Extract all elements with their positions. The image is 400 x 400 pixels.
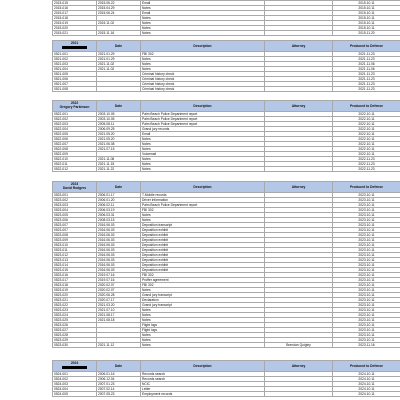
produced-cell: 2023.10.11 <box>333 243 400 248</box>
date-cell: 2016.06.03 <box>97 228 141 233</box>
date-cell: 2021.11.02 <box>97 67 141 72</box>
produced-cell: 2023.10.11 <box>333 293 400 298</box>
date-cell: 2021.07.10 <box>97 308 141 313</box>
produced-cell: 2024.10.11 <box>333 382 400 387</box>
description-cell: Notes <box>141 308 265 313</box>
section-label <box>53 101 97 112</box>
bates-number-cell: 0521-007 <box>53 82 97 87</box>
column-header: Date <box>97 361 141 372</box>
bates-number-cell: 0523-019 <box>53 288 97 293</box>
produced-cell: 2023.10.11 <box>333 323 400 328</box>
description-cell: Email <box>141 11 265 16</box>
description-cell: Notes <box>141 167 265 172</box>
bates-number-cell: 0523-015 <box>53 268 97 273</box>
description-cell: Flight logs <box>141 323 265 328</box>
produced-cell: 2021.11.23 <box>333 77 400 82</box>
bates-number-cell: 0522-008 <box>53 147 97 152</box>
bates-number-cell: 0522-005 <box>53 132 97 137</box>
description-cell: Palm Beach Police Department report <box>141 117 265 122</box>
description-cell: Notes <box>141 338 265 343</box>
section-table <box>52 100 400 172</box>
date-cell: 2003.10.05 <box>97 112 141 117</box>
column-header: Attorney <box>265 361 333 372</box>
produced-cell: 2023.10.11 <box>333 233 400 238</box>
produced-cell: 2015.10.11 <box>333 1 400 6</box>
description-cell: Notes <box>141 333 265 338</box>
bates-number-cell: 0523-004 <box>53 208 97 213</box>
redacted-name <box>62 46 87 50</box>
date-cell: 2020.07.17 <box>97 298 141 303</box>
bates-number-cell: 2015-016 <box>53 6 97 11</box>
produced-cell: 2021.11.23 <box>333 87 400 92</box>
description-cell: Records search <box>141 377 265 382</box>
date-cell: 2016.06.03 <box>97 233 141 238</box>
description-cell: Deposition exhibit <box>141 238 265 243</box>
section-table <box>52 181 400 348</box>
section-label <box>53 41 97 52</box>
date-cell: 2007.02.14 <box>97 387 141 392</box>
bates-number-cell: 0523-006 <box>53 218 97 223</box>
bates-number-cell: 2015-020 <box>53 26 97 31</box>
date-cell: 2007.01.23 <box>97 382 141 387</box>
date-cell: 2006.02.11 <box>97 203 141 208</box>
description-cell: Grand jury transcript <box>141 293 265 298</box>
produced-cell: 2022.11.23 <box>333 167 400 172</box>
date-cell: 2019.07.16 <box>97 278 141 283</box>
column-header: Date <box>97 41 141 52</box>
produced-cell: 2023.10.11 <box>333 228 400 233</box>
description-cell: Notes <box>141 57 265 62</box>
produced-cell: 2022.10.11 <box>333 152 400 157</box>
description-cell: Notes <box>141 318 265 323</box>
date-cell: 2003.10.05 <box>97 117 141 122</box>
column-header: Description <box>141 182 265 193</box>
date-cell: 2020.06.28 <box>97 293 141 298</box>
bates-number-cell: 0522-001 <box>53 112 97 117</box>
section-header-row <box>53 361 400 372</box>
produced-cell: 2024.10.11 <box>333 392 400 397</box>
description-cell: Palm Beach Police Department report <box>141 203 265 208</box>
date-cell: 2021.03.20 <box>97 303 141 308</box>
description-cell: Notes <box>141 137 265 142</box>
table-row <box>53 392 400 397</box>
produced-cell: 2023.10.11 <box>333 318 400 323</box>
bates-number-cell: 2015-018 <box>53 16 97 21</box>
bates-number-cell: 0523-016 <box>53 273 97 278</box>
date-cell: 2021.11.22 <box>97 167 141 172</box>
date-cell: 2015.06.22 <box>97 1 141 6</box>
bates-number-cell: 0521-006 <box>53 77 97 82</box>
bates-number-cell: 0521-004 <box>53 67 97 72</box>
column-header: Produced to Defense <box>333 182 400 193</box>
produced-cell: 2023.10.11 <box>333 283 400 288</box>
produced-cell: 2023.10.11 <box>333 258 400 263</box>
produced-cell: 2022.10.11 <box>333 117 400 122</box>
column-header: Date <box>97 101 141 112</box>
bates-number-cell: 0523-026 <box>53 323 97 328</box>
description-cell: FBI 302 <box>141 52 265 57</box>
bates-number-cell: 0523-009 <box>53 238 97 243</box>
date-cell: 2019.07.16 <box>97 273 141 278</box>
date-cell: 2021.05.20 <box>97 132 141 137</box>
section-year: 2021 <box>70 40 79 45</box>
bates-number-cell: 0523-027 <box>53 328 97 333</box>
produced-cell: 2023.10.11 <box>333 273 400 278</box>
description-cell: Deposition exhibit <box>141 228 265 233</box>
attorney-cell <box>265 167 333 172</box>
description-cell: Deposition exhibit <box>141 263 265 268</box>
produced-cell: 2015.10.11 <box>333 11 400 16</box>
bates-number-cell: 0521-005 <box>53 72 97 77</box>
date-cell: 2015.11.16 <box>97 31 141 36</box>
attorney-cell <box>265 87 333 92</box>
date-cell: 2021.01.29 <box>97 57 141 62</box>
attorney-cell <box>265 392 333 397</box>
produced-cell: 2023.10.11 <box>333 338 400 343</box>
produced-cell: 2021.11.23 <box>333 57 400 62</box>
produced-cell: 2023.10.11 <box>333 298 400 303</box>
column-header: Date <box>97 182 141 193</box>
date-cell: 2021.01.29 <box>97 52 141 57</box>
description-cell: Notes <box>141 218 265 223</box>
bates-number-cell: 0523-021 <box>53 298 97 303</box>
description-cell: Voicemail <box>141 152 265 157</box>
bates-number-cell: 0522-011 <box>53 162 97 167</box>
description-cell: FBI 302 <box>141 273 265 278</box>
description-cell: Notes <box>141 31 265 36</box>
description-cell: Deposition exhibit <box>141 253 265 258</box>
bates-number-cell: 0524-003 <box>53 382 97 387</box>
date-cell: 2016.06.03 <box>97 238 141 243</box>
produced-cell: 2024.10.11 <box>333 387 400 392</box>
date-cell: 2016.06.03 <box>97 223 141 228</box>
description-cell: Email <box>141 1 265 6</box>
description-cell: Palm Beach Police Department report <box>141 112 265 117</box>
bates-number-cell: 0524-005 <box>53 392 97 397</box>
date-cell: 2006.01.17 <box>97 193 141 198</box>
column-header: Produced to Defense <box>333 101 400 112</box>
section-table <box>52 360 400 397</box>
description-cell: Declaration <box>141 298 265 303</box>
bates-number-cell: 0523-022 <box>53 303 97 308</box>
date-cell: 2005.08.11 <box>97 122 141 127</box>
date-cell: 2015.06.24 <box>97 11 141 16</box>
bates-number-cell: 0524-001 <box>53 372 97 377</box>
produced-cell: 2023.10.11 <box>333 313 400 318</box>
date-cell: 2016.06.03 <box>97 248 141 253</box>
date-cell: 2006.01.20 <box>97 198 141 203</box>
column-header: Description <box>141 101 265 112</box>
produced-cell: 2022.10.11 <box>333 147 400 152</box>
bates-number-cell: 0523-023 <box>53 308 97 313</box>
date-cell: 2016.06.03 <box>97 243 141 248</box>
bates-number-cell: 0522-012 <box>53 167 97 172</box>
bates-number-cell: 0524-002 <box>53 377 97 382</box>
date-cell: 2021.08.17 <box>97 313 141 318</box>
bates-number-cell: 0523-011 <box>53 248 97 253</box>
bates-number-cell: 0523-030 <box>53 343 97 348</box>
bates-number-cell: 0523-017 <box>53 278 97 283</box>
bates-number-cell: 0523-024 <box>53 313 97 318</box>
date-cell <box>97 87 141 92</box>
description-cell: Notes <box>141 6 265 11</box>
bates-number-cell: 0523-007 <box>53 228 97 233</box>
bates-number-cell: 0523-005 <box>53 213 97 218</box>
description-cell: Notes <box>141 157 265 162</box>
description-cell: Proffer agreement <box>141 278 265 283</box>
produced-cell: 2022.10.11 <box>333 132 400 137</box>
description-cell: Deposition exhibit <box>141 248 265 253</box>
bates-number-cell: 0524-004 <box>53 387 97 392</box>
bates-number-cell: 0523-003 <box>53 203 97 208</box>
date-cell: 2016.06.03 <box>97 253 141 258</box>
produced-cell: 2022.10.11 <box>333 112 400 117</box>
bates-number-cell: 0523-028 <box>53 333 97 338</box>
date-cell: 2007.05.23 <box>97 392 141 397</box>
date-cell: 2021.11.08 <box>97 157 141 162</box>
bates-number-cell: 2015-021 <box>53 31 97 36</box>
column-header: Attorney <box>265 41 333 52</box>
attorney-cell <box>265 31 333 36</box>
description-cell: Notes <box>141 313 265 318</box>
description-cell: Notes <box>141 213 265 218</box>
description-cell: Notes <box>141 16 265 21</box>
description-cell: Notes <box>141 147 265 152</box>
produced-cell: 2022.11.23 <box>333 162 400 167</box>
produced-cell: 2023.11.16 <box>333 343 400 348</box>
description-cell: NCIC <box>141 382 265 387</box>
bates-number-cell: 0521-008 <box>53 87 97 92</box>
column-header: Description <box>141 41 265 52</box>
bates-number-cell: 0522-007 <box>53 142 97 147</box>
produced-cell: 2023.10.11 <box>333 253 400 258</box>
section-year: 2022 <box>70 101 79 106</box>
date-cell: 2008.03.15 <box>97 218 141 223</box>
date-cell: 2021.11.15 <box>97 162 141 167</box>
date-cell: 2016.06.03 <box>97 263 141 268</box>
description-cell: Palm Beach Police Department report <box>141 122 265 127</box>
description-cell: Email <box>141 132 265 137</box>
produced-cell: 2023.10.11 <box>333 308 400 313</box>
bates-number-cell: 0522-010 <box>53 157 97 162</box>
date-cell: 2006.09.25 <box>97 127 141 132</box>
produced-cell: 2015.10.11 <box>333 26 400 31</box>
bates-number-cell: 0523-002 <box>53 198 97 203</box>
column-header: Produced to Defense <box>333 361 400 372</box>
produced-cell: 2022.10.11 <box>333 122 400 127</box>
produced-cell: 2023.10.11 <box>333 268 400 273</box>
description-cell: Records search <box>141 372 265 377</box>
description-cell: Deposition exhibit <box>141 233 265 238</box>
description-cell: Notes <box>141 162 265 167</box>
bates-number-cell: 0522-002 <box>53 117 97 122</box>
bates-number-cell: 0521-002 <box>53 57 97 62</box>
bates-number-cell: 0523-018 <box>53 283 97 288</box>
date-cell: 2006.01.16 <box>97 372 141 377</box>
bates-number-cell: 2015-015 <box>53 1 97 6</box>
description-cell: Criminal history check <box>141 87 265 92</box>
description-cell: Criminal history check <box>141 72 265 77</box>
produced-cell: 2024.10.11 <box>333 377 400 382</box>
produced-cell: 2023.10.11 <box>333 193 400 198</box>
produced-cell: 2023.10.11 <box>333 333 400 338</box>
produced-cell: 2023.10.11 <box>333 208 400 213</box>
attorney-cell: Brendan Quigley <box>265 343 333 348</box>
description-cell: Grand jury transcript <box>141 303 265 308</box>
description-cell: Notes <box>141 343 265 348</box>
produced-cell: 2022.10.11 <box>333 142 400 147</box>
section-header-row <box>53 41 400 52</box>
description-cell: FBI 302 <box>141 208 265 213</box>
bates-number-cell: 0522-009 <box>53 152 97 157</box>
section-label <box>53 361 97 372</box>
bates-number-cell: 2015-017 <box>53 11 97 16</box>
produced-cell: 2024.10.11 <box>333 372 400 377</box>
produced-cell: 2023.10.11 <box>333 278 400 283</box>
produced-cell: 2023.10.11 <box>333 263 400 268</box>
description-cell: Employment records <box>141 392 265 397</box>
section-name: David Rodgers <box>62 186 87 190</box>
bates-number-cell: 0521-001 <box>53 52 97 57</box>
description-cell: Notes <box>141 67 265 72</box>
bates-number-cell: 0523-013 <box>53 258 97 263</box>
description-cell: Criminal history check <box>141 82 265 87</box>
description-cell: Letter <box>141 387 265 392</box>
produced-cell: 2023.10.11 <box>333 218 400 223</box>
date-cell: 2006.12.04 <box>97 377 141 382</box>
produced-cell: 2023.10.11 <box>333 223 400 228</box>
bates-number-cell: 0522-004 <box>53 127 97 132</box>
produced-cell: 2022.11.23 <box>333 157 400 162</box>
produced-cell: 2021.11.23 <box>333 52 400 57</box>
date-cell: 2021.06.08 <box>97 142 141 147</box>
column-header: Attorney <box>265 101 333 112</box>
date-cell: 2006.03.19 <box>97 208 141 213</box>
column-header: Produced to Defense <box>333 41 400 52</box>
redacted-name <box>62 366 87 370</box>
date-cell: 2015.11.02 <box>97 21 141 26</box>
table-row <box>53 167 400 172</box>
description-cell: Flight logs <box>141 328 265 333</box>
date-cell: 2006.03.31 <box>97 213 141 218</box>
date-cell: 2020.02.07 <box>97 288 141 293</box>
description-cell: FBI 302 <box>141 283 265 288</box>
produced-cell: 2023.10.11 <box>333 203 400 208</box>
section-header-row <box>53 101 400 112</box>
date-cell: 2020.02.07 <box>97 283 141 288</box>
description-cell: Driver information <box>141 198 265 203</box>
bates-number-cell: 0522-003 <box>53 122 97 127</box>
date-cell: 2016.06.03 <box>97 268 141 273</box>
table-row <box>53 343 400 348</box>
produced-cell: 2023.10.11 <box>333 213 400 218</box>
date-cell: 2016.06.03 <box>97 258 141 263</box>
produced-cell: 2015.10.11 <box>333 6 400 11</box>
description-cell: T-Mobile records <box>141 193 265 198</box>
section-year: 2024 <box>70 360 79 365</box>
description-cell: Deposition transcript <box>141 223 265 228</box>
bates-number-cell: 0523-014 <box>53 263 97 268</box>
date-cell: 2021.11.12 <box>97 343 141 348</box>
description-cell: Criminal history check <box>141 77 265 82</box>
bates-number-cell: 0523-010 <box>53 243 97 248</box>
bates-number-cell: 0523-007 <box>53 223 97 228</box>
date-cell: 2015.04.29 <box>97 6 141 11</box>
description-cell: Notes <box>141 62 265 67</box>
date-cell: 2021.11.02 <box>97 62 141 67</box>
produced-cell: 2023.10.11 <box>333 288 400 293</box>
bates-number-cell: 2015-019 <box>53 21 97 26</box>
produced-cell: 2015.10.11 <box>333 21 400 26</box>
description-cell: Deposition exhibit <box>141 258 265 263</box>
section-table <box>52 40 400 92</box>
section-name: Gregory Parkinson <box>59 105 90 109</box>
produced-cell: 2021.11.23 <box>333 72 400 77</box>
date-cell: 2021.05.20 <box>97 137 141 142</box>
bates-number-cell: 0522-006 <box>53 137 97 142</box>
column-header: Attorney <box>265 182 333 193</box>
section-label <box>53 182 97 193</box>
section-header-row <box>53 182 400 193</box>
produced-cell: 2021.11.06 <box>333 62 400 67</box>
description-cell: Notes <box>141 288 265 293</box>
produced-cell: 2023.10.11 <box>333 303 400 308</box>
bates-number-cell: 0523-020 <box>53 293 97 298</box>
produced-cell: 2023.10.11 <box>333 248 400 253</box>
description-cell: Notes <box>141 26 265 31</box>
bates-number-cell: 0523-012 <box>53 253 97 258</box>
bates-number-cell: 0523-025 <box>53 318 97 323</box>
produced-cell: 2023.10.11 <box>333 198 400 203</box>
date-cell: 2021.07.15 <box>97 147 141 152</box>
column-header: Description <box>141 361 265 372</box>
bates-number-cell: 0523-029 <box>53 338 97 343</box>
produced-cell: 2022.10.11 <box>333 137 400 142</box>
section-year: 2023 <box>70 182 79 187</box>
produced-cell: 2015.10.11 <box>333 16 400 21</box>
bates-number-cell: 0523-008 <box>53 233 97 238</box>
description-cell: Deposition exhibit <box>141 268 265 273</box>
produced-cell: 2021.11.23 <box>333 82 400 87</box>
produced-cell: 2023.10.11 <box>333 328 400 333</box>
description-cell: Grand jury records <box>141 127 265 132</box>
produced-cell: 2023.10.11 <box>333 238 400 243</box>
description-cell: Notes <box>141 142 265 147</box>
produced-cell: 2021.11.06 <box>333 67 400 72</box>
produced-cell: 2022.10.11 <box>333 127 400 132</box>
bates-number-cell: 0521-003 <box>53 62 97 67</box>
table-row <box>53 87 400 92</box>
table-row <box>53 31 400 36</box>
bates-number-cell: 0523-001 <box>53 193 97 198</box>
description-cell: Deposition exhibit <box>141 243 265 248</box>
date-cell: 2021.08.18 <box>97 318 141 323</box>
continued-table <box>52 0 400 36</box>
description-cell: Notes <box>141 21 265 26</box>
produced-cell: 2015.11.20 <box>333 31 400 36</box>
